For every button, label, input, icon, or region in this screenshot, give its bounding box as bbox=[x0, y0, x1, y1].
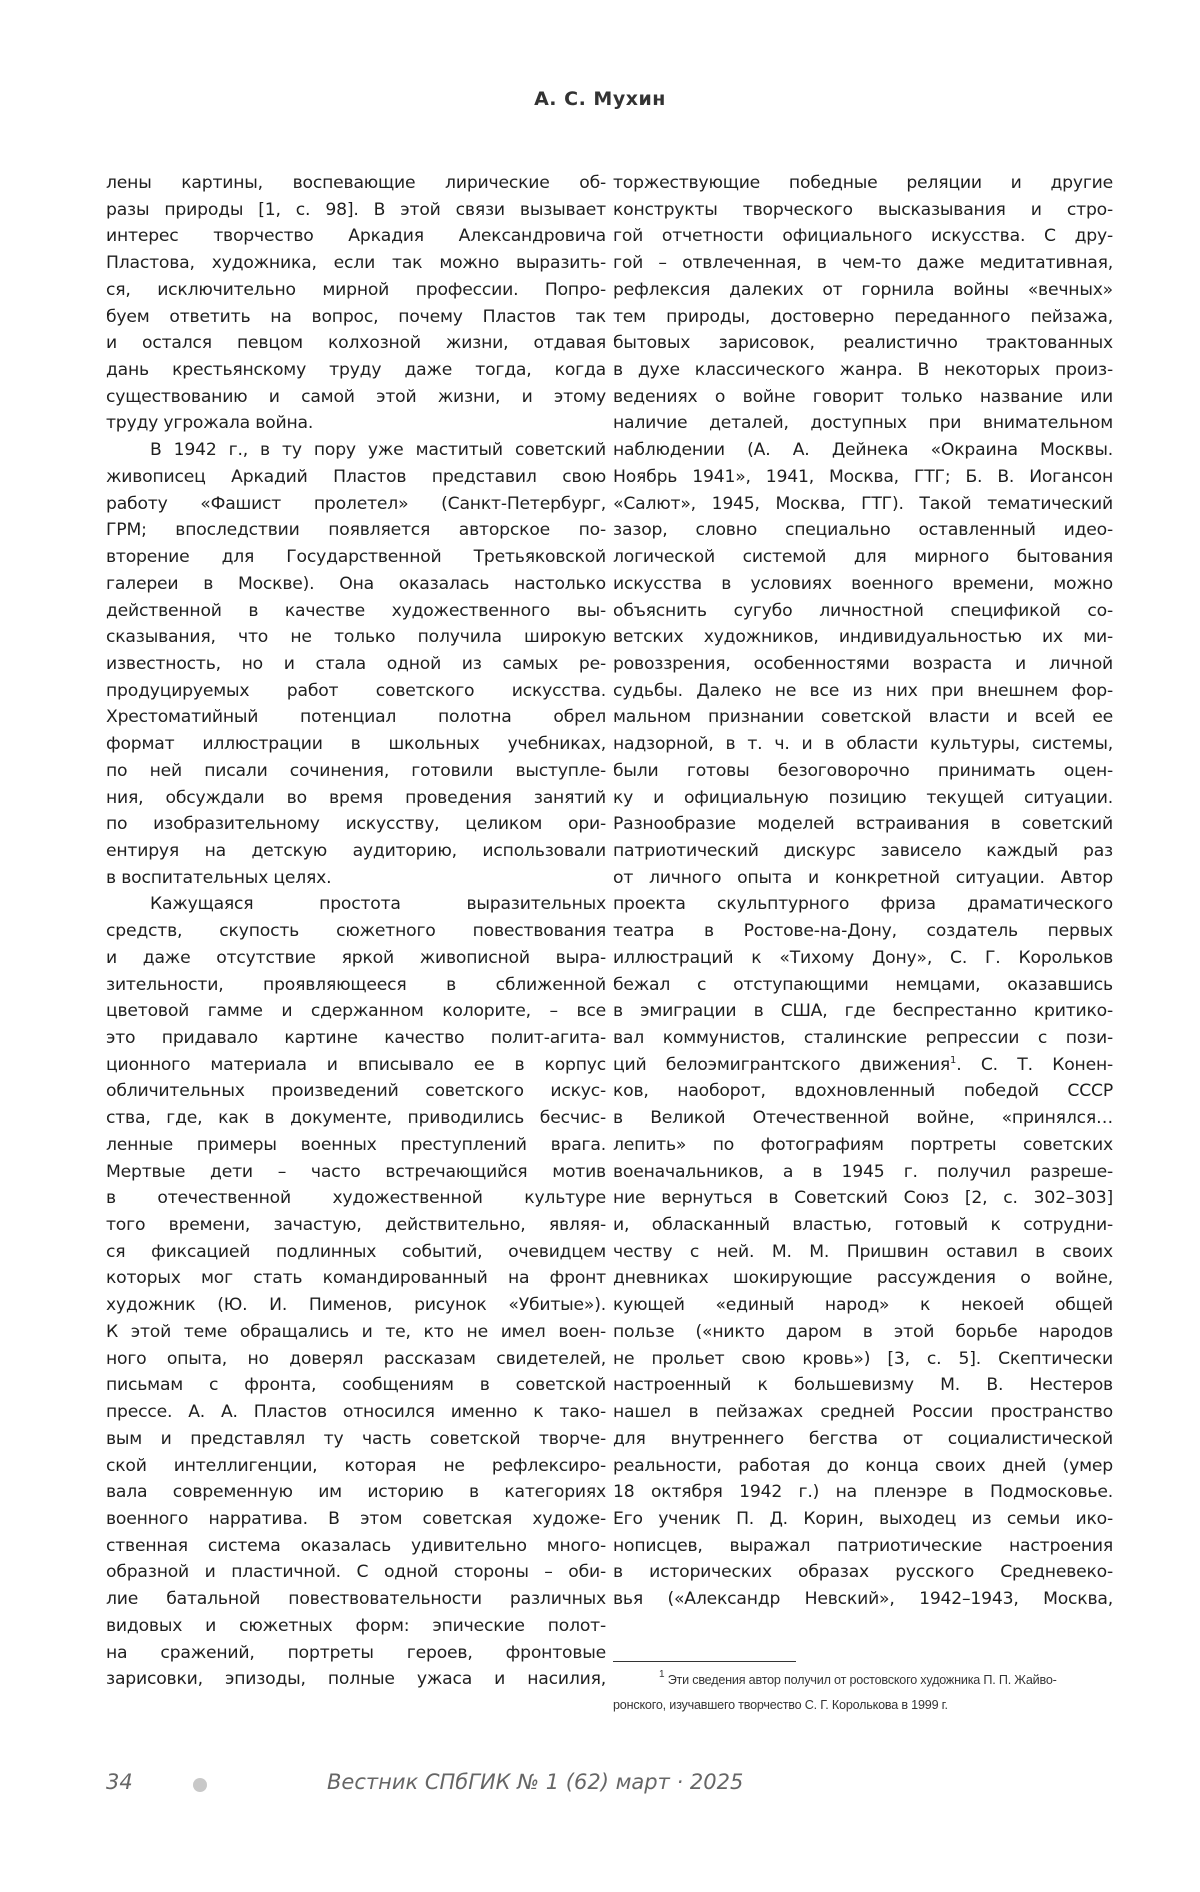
text-line: лие батальной повествовательности различных bbox=[106, 1589, 606, 1610]
text-line: лепить» по фотографиям портреты советских bbox=[613, 1134, 1113, 1155]
text-line: ровоззрения, особенностями возраста и личной bbox=[613, 653, 1113, 674]
right-column bbox=[613, 170, 1113, 1613]
text-line: честву с ней. М. М. Пришвин оставил в своих bbox=[613, 1241, 1113, 1262]
text-line: Его ученик П. Д. Корин, выходец из семьи ико- bbox=[613, 1508, 1113, 1529]
text-line: того времени, зачастую, действительно, являя- bbox=[106, 1215, 606, 1236]
text-line: действенной в качестве художественного вы- bbox=[106, 600, 606, 621]
text-line: вторение для Государственной Третьяковской bbox=[106, 547, 606, 568]
text-line: в эмиграции в США, где беспрестанно критико- bbox=[613, 1001, 1113, 1022]
text-line: ного опыта, но доверял рассказам свидетелей, bbox=[106, 1348, 606, 1369]
footnote-marker[interactable]: 1 bbox=[950, 1054, 957, 1066]
text-line: были готовы безоговорочно принимать оцен- bbox=[613, 760, 1113, 781]
text-line: К этой теме обращались и те, кто не имел воен- bbox=[106, 1321, 606, 1342]
journal-title: Вестник СПбГИК № 1 (62) март · 2025 bbox=[327, 1770, 744, 1794]
text-line: «Салют», 1945, Москва, ГТГ). Такой тематический bbox=[613, 493, 1113, 514]
text-line: и, обласканный властью, готовый к сотрудни- bbox=[613, 1215, 1113, 1236]
text-line: ния, обсуждали во время проведения занятий bbox=[106, 787, 606, 808]
text-line: дань крестьянскому труду даже тогда, когда bbox=[106, 360, 606, 381]
text-line: ся фиксацией подлинных событий, очевидцем bbox=[106, 1241, 606, 1262]
text-line: настроенный к большевизму М. В. Нестеров bbox=[613, 1375, 1113, 1396]
text-line: художник (Ю. И. Пименов, рисунок «Убитые»). bbox=[106, 1295, 606, 1316]
line-text: . С. Т. Конен- bbox=[956, 1054, 1113, 1075]
text-line: и остался певцом колхозной жизни, отдавая bbox=[106, 333, 606, 354]
text-line: зазор, словно специально оставленный идео- bbox=[613, 520, 1113, 541]
text-line: для внутреннего бегства от социалистической bbox=[613, 1428, 1113, 1449]
text-line: лены картины, воспевающие лирические об- bbox=[106, 173, 606, 193]
text-line: Кажущаяся простота выразительных bbox=[150, 894, 606, 915]
footnote-divider bbox=[613, 1661, 796, 1662]
left-column bbox=[106, 170, 606, 1693]
text-line: вал коммунистов, сталинские репрессии с пози- bbox=[613, 1028, 1113, 1048]
text-line: продуцируемых работ советского искусства. bbox=[106, 680, 606, 701]
text-line: вым и представлял ту часть советской творче- bbox=[106, 1428, 606, 1449]
text-line: Ноябрь 1941», 1941, Москва, ГТГ; Б. В. Иогансон bbox=[613, 466, 1113, 487]
text-line: бытовых зарисовок, реалистично трактованных bbox=[613, 333, 1113, 354]
text-line: гой – отвлеченная, в чем-то даже медитативная, bbox=[613, 253, 1113, 274]
text-line: формат иллюстрации в школьных учебниках, bbox=[106, 734, 606, 755]
text-line: мальном признании советской власти и всей ее bbox=[613, 707, 1113, 728]
text-line: в духе классического жанра. В некоторых произ- bbox=[613, 360, 1113, 381]
text-line: существованию и самой этой жизни, и этому bbox=[106, 386, 606, 407]
text-line: по изобразительному искусству, целиком ори- bbox=[106, 814, 606, 835]
footnote bbox=[613, 1668, 1093, 1718]
text-line: в исторических образах русского Средневеко- bbox=[613, 1562, 1113, 1583]
text-line: наличие деталей, доступных при внимательном bbox=[613, 413, 1113, 434]
text-line: интерес творчество Аркадия Александровича bbox=[106, 226, 606, 247]
text-line: реальности, работая до конца своих дней (умер bbox=[613, 1455, 1113, 1476]
text-line: тем природы, достоверно переданного пейзажа, bbox=[613, 306, 1113, 327]
text-line: ние вернуться в Советский Союз [2, с. 302–303] bbox=[613, 1188, 1113, 1209]
text-line: образной и пластичной. С одной стороны – оби- bbox=[106, 1562, 606, 1583]
text-line: проекта скульптурного фриза драматического bbox=[613, 894, 1113, 915]
text-line: ГРМ; впоследствии появляется авторское по- bbox=[106, 520, 606, 541]
text-line: по ней писали сочинения, готовили выступле- bbox=[106, 760, 606, 781]
text-line: ков, наоборот, вдохновленный победой СССР bbox=[613, 1081, 1113, 1102]
text-line: дневниках шокирующие рассуждения о войне, bbox=[613, 1268, 1113, 1289]
text-line: ветских художников, индивидуальностью их ми- bbox=[613, 627, 1113, 648]
text-line: письмам с фронта, сообщениям в советской bbox=[106, 1375, 606, 1396]
text-line: иллюстраций к «Тихому Дону», С. Г. Корольков bbox=[613, 947, 1113, 968]
text-line: цветовой гамме и сдержанном колорите, – все bbox=[106, 1001, 606, 1022]
text-line: ку и официальную позицию текущей ситуации. bbox=[613, 787, 1113, 808]
text-line: которых мог стать командированный на фронт bbox=[106, 1268, 606, 1289]
text-line: зительности, проявляющееся в сближенной bbox=[106, 974, 606, 995]
text-line: пользе («никто даром в этой борьбе народов bbox=[613, 1321, 1113, 1342]
text-line: нописцев, выражал патриотические настроения bbox=[613, 1535, 1113, 1556]
footnote-line: ронского, изучавшего творчество С. Г. Королькова в 1999 г. bbox=[613, 1698, 948, 1712]
text-line: известность, но и стала одной из самых ре- bbox=[106, 653, 606, 674]
text-line: театра в Ростове-на-Дону, создатель первых bbox=[613, 921, 1113, 942]
text-line: в отечественной художественной культуре bbox=[106, 1188, 606, 1209]
footnote-text: Эти сведения автор получил от ростовского художника П. П. Жайво- bbox=[667, 1673, 1057, 1687]
text-line: не прольет свою кровь») [3, с. 5]. Скептически bbox=[613, 1348, 1113, 1369]
text-line: Пластова, художника, если так можно выразить- bbox=[106, 253, 606, 274]
footnote-number: 1 bbox=[659, 1669, 665, 1680]
text-line: наблюдении (А. А. Дейнека «Окраина Москвы. bbox=[613, 440, 1113, 461]
text-line: нашел в пейзажах средней России пространство bbox=[613, 1402, 1113, 1423]
text-line: 18 октября 1942 г.) на пленэре в Подмосковье. bbox=[613, 1482, 1113, 1503]
running-head-author: А. С. Мухин bbox=[534, 88, 666, 110]
bullet-dot-icon bbox=[193, 1778, 207, 1792]
text-line: разы природы [1, с. 98]. В этой связи вызывает bbox=[106, 199, 606, 220]
text-line: В 1942 г., в ту пору уже маститый советский bbox=[150, 440, 606, 461]
text-line: сказывания, что не только получила широкую bbox=[106, 627, 606, 648]
text-line: вья («Александр Невский», 1942–1943, Москва, bbox=[613, 1589, 1113, 1610]
text-line: работу «Фашист пролетел» (Санкт-Петербург, bbox=[106, 493, 606, 514]
text-line: ленные примеры военных преступлений врага. bbox=[106, 1134, 606, 1155]
text-line: в Великой Отечественной войне, «принялся… bbox=[613, 1108, 1113, 1129]
text-line: и даже отсутствие яркой живописной выра- bbox=[106, 947, 606, 968]
text-line: военачальников, а в 1945 г. получил разреше- bbox=[613, 1161, 1113, 1182]
text-line: это придавало картине качество полит-агита- bbox=[106, 1028, 606, 1048]
footnote-line bbox=[613, 1668, 1093, 1693]
text-line: вала современную им историю в категориях bbox=[106, 1482, 606, 1503]
text-line: рефлексия далеких от горнила войны «вечных» bbox=[613, 279, 1113, 300]
text-line: средств, скупость сюжетного повествования bbox=[106, 921, 606, 942]
text-line: на сражений, портреты героев, фронтовые bbox=[106, 1642, 606, 1663]
text-line: Разнообразие моделей встраивания в советский bbox=[613, 814, 1113, 835]
text-line: судьбы. Далеко не все из них при внешнем фор- bbox=[613, 680, 1113, 701]
text-line: бежал с отступающими немцами, оказавшись bbox=[613, 974, 1113, 995]
text-line: гой отчетности официального искусства. С дру- bbox=[613, 226, 1113, 247]
text-line: буем ответить на вопрос, почему Пластов так bbox=[106, 306, 606, 327]
text-line: кующей «единый народ» к некоей общей bbox=[613, 1295, 1113, 1316]
text-line: патриотический дискурс зависело каждый раз bbox=[613, 840, 1113, 861]
text-line: ведениях о войне говорит только название или bbox=[613, 386, 1113, 407]
text-line: живописец Аркадий Пластов представил свою bbox=[106, 466, 606, 487]
text-line: прессе. А. А. Пластов относился именно к тако- bbox=[106, 1402, 606, 1423]
text-line: видовых и сюжетных форм: эпические полот- bbox=[106, 1615, 606, 1636]
text-line: обличительных произведений советского искус- bbox=[106, 1081, 606, 1102]
text-line-with-footnote bbox=[613, 1052, 1113, 1079]
text-line: ства, где, как в документе, приводились бесчис- bbox=[106, 1108, 606, 1129]
text-line: от личного опыта и конкретной ситуации. Автор bbox=[613, 867, 1113, 888]
text-line: военного нарратива. В этом советская художе- bbox=[106, 1508, 606, 1529]
text-line: труду угрожала война. bbox=[106, 413, 314, 434]
text-line: ской интеллигенции, которая не рефлексиро- bbox=[106, 1455, 606, 1476]
text-line: ственная система оказалась удивительно много- bbox=[106, 1535, 606, 1556]
text-line: конструкты творческого высказывания и стро- bbox=[613, 199, 1113, 220]
page-footer bbox=[0, 1770, 1200, 1802]
page-number: 34 bbox=[106, 1770, 133, 1794]
text-line: надзорной, в т. ч. и в области культуры, системы, bbox=[613, 734, 1113, 755]
text-line: зарисовки, эпизоды, полные ужаса и насилия, bbox=[106, 1669, 606, 1690]
text-line: Хрестоматийный потенциал полотна обрел bbox=[106, 707, 606, 728]
text-line: Мертвые дети – часто встречающийся мотив bbox=[106, 1161, 606, 1182]
text-line: объяснить сугубо личностной спецификой со- bbox=[613, 600, 1113, 621]
text-line: искусства в условиях военного времени, можно bbox=[613, 573, 1113, 594]
text-line: логической системой для мирного бытования bbox=[613, 547, 1113, 568]
text-line: галереи в Москве). Она оказалась настолько bbox=[106, 573, 606, 594]
text-line: ся, исключительно мирной профессии. Попро- bbox=[106, 279, 606, 300]
text-line: ционного материала и вписывало ее в корпус bbox=[106, 1054, 606, 1075]
text-line: в воспитательных целях. bbox=[106, 867, 332, 888]
text-line: торжествующие победные реляции и другие bbox=[613, 173, 1113, 193]
text-line: ентируя на детскую аудиторию, использовали bbox=[106, 840, 606, 861]
line-text: ций белоэмигрантского движения bbox=[613, 1054, 951, 1075]
